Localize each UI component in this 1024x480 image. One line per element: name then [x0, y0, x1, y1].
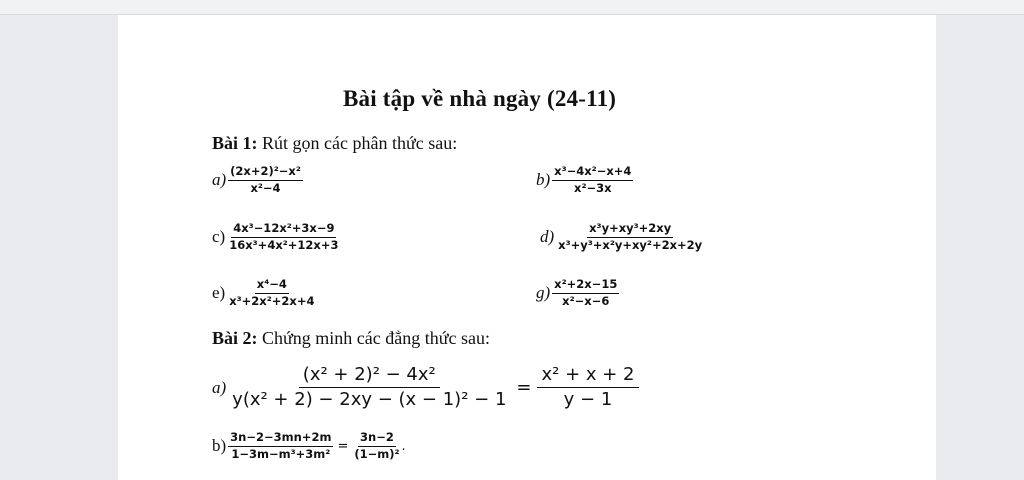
fraction [227, 279, 316, 307]
right-fraction [352, 432, 401, 460]
numerator: x⁴−4 [255, 279, 289, 294]
problem-label: b) [212, 436, 227, 455]
fraction [227, 223, 340, 251]
exercise-2-heading [212, 328, 490, 349]
exercise-2-instruction: Chứng minh các đẳng thức sau: [257, 328, 490, 348]
denominator: 1−3m−m³+3m² [231, 446, 331, 461]
fraction [552, 279, 619, 307]
denominator: y − 1 [563, 389, 613, 410]
numerator: x² + x + 2 [537, 366, 638, 388]
fraction [228, 166, 303, 194]
problem-2b [212, 432, 406, 460]
problem-label: a) [212, 170, 227, 189]
numerator: (2x+2)²−x² [228, 166, 303, 181]
problem-label: e) [212, 283, 226, 302]
fraction [552, 166, 633, 194]
problem-1g [536, 279, 619, 307]
denominator: x³+2x²+2x+4 [229, 293, 315, 308]
problem-label: b) [536, 170, 551, 189]
problem-1b [536, 166, 633, 194]
equals-sign: = [337, 438, 349, 454]
problem-1e [212, 279, 316, 307]
period: . [401, 438, 406, 454]
exercise-2-number: Bài 2: [212, 328, 258, 348]
problem-label: d) [540, 227, 555, 246]
left-fraction [228, 366, 510, 409]
exercise-1-instruction: Rút gọn các phân thức sau: [257, 133, 458, 153]
denominator: 16x³+4x²+12x+3 [229, 237, 339, 252]
numerator: 3n−2 [358, 432, 396, 447]
denominator: x²−x−6 [562, 293, 610, 308]
problem-1c [212, 223, 340, 251]
problem-1a [212, 166, 303, 194]
left-fraction [228, 432, 333, 460]
numerator: x³y+xy³+2xy [587, 223, 673, 238]
right-fraction [537, 366, 638, 409]
viewer-top-bar [0, 0, 1024, 15]
equals-sign: = [516, 377, 532, 398]
denominator: x²−4 [250, 180, 281, 195]
numerator: 4x³−12x²+3x−9 [231, 223, 336, 238]
denominator: x²−3x [574, 180, 612, 195]
document-title: Bài tập về nhà ngày (24-11) [343, 86, 617, 111]
numerator: (x² + 2)² − 4x² [299, 366, 440, 388]
numerator: x²+2x−15 [552, 279, 619, 294]
problem-1d [540, 223, 704, 251]
denominator: x³+y³+x²y+xy²+2x+2y [558, 237, 703, 252]
denominator: (1−m)² [354, 446, 400, 461]
problem-label: c) [212, 227, 226, 246]
problem-label: a) [212, 377, 227, 397]
exercise-1-heading [212, 133, 457, 154]
fraction [556, 223, 704, 251]
exercise-1-number: Bài 1: [212, 133, 258, 153]
numerator: 3n−2−3mn+2m [228, 432, 333, 447]
denominator: y(x² + 2) − 2xy − (x − 1)² − 1 [232, 389, 507, 410]
numerator: x³−4x²−x+4 [552, 166, 633, 181]
problem-label: g) [536, 283, 551, 302]
problem-2a [212, 366, 639, 409]
